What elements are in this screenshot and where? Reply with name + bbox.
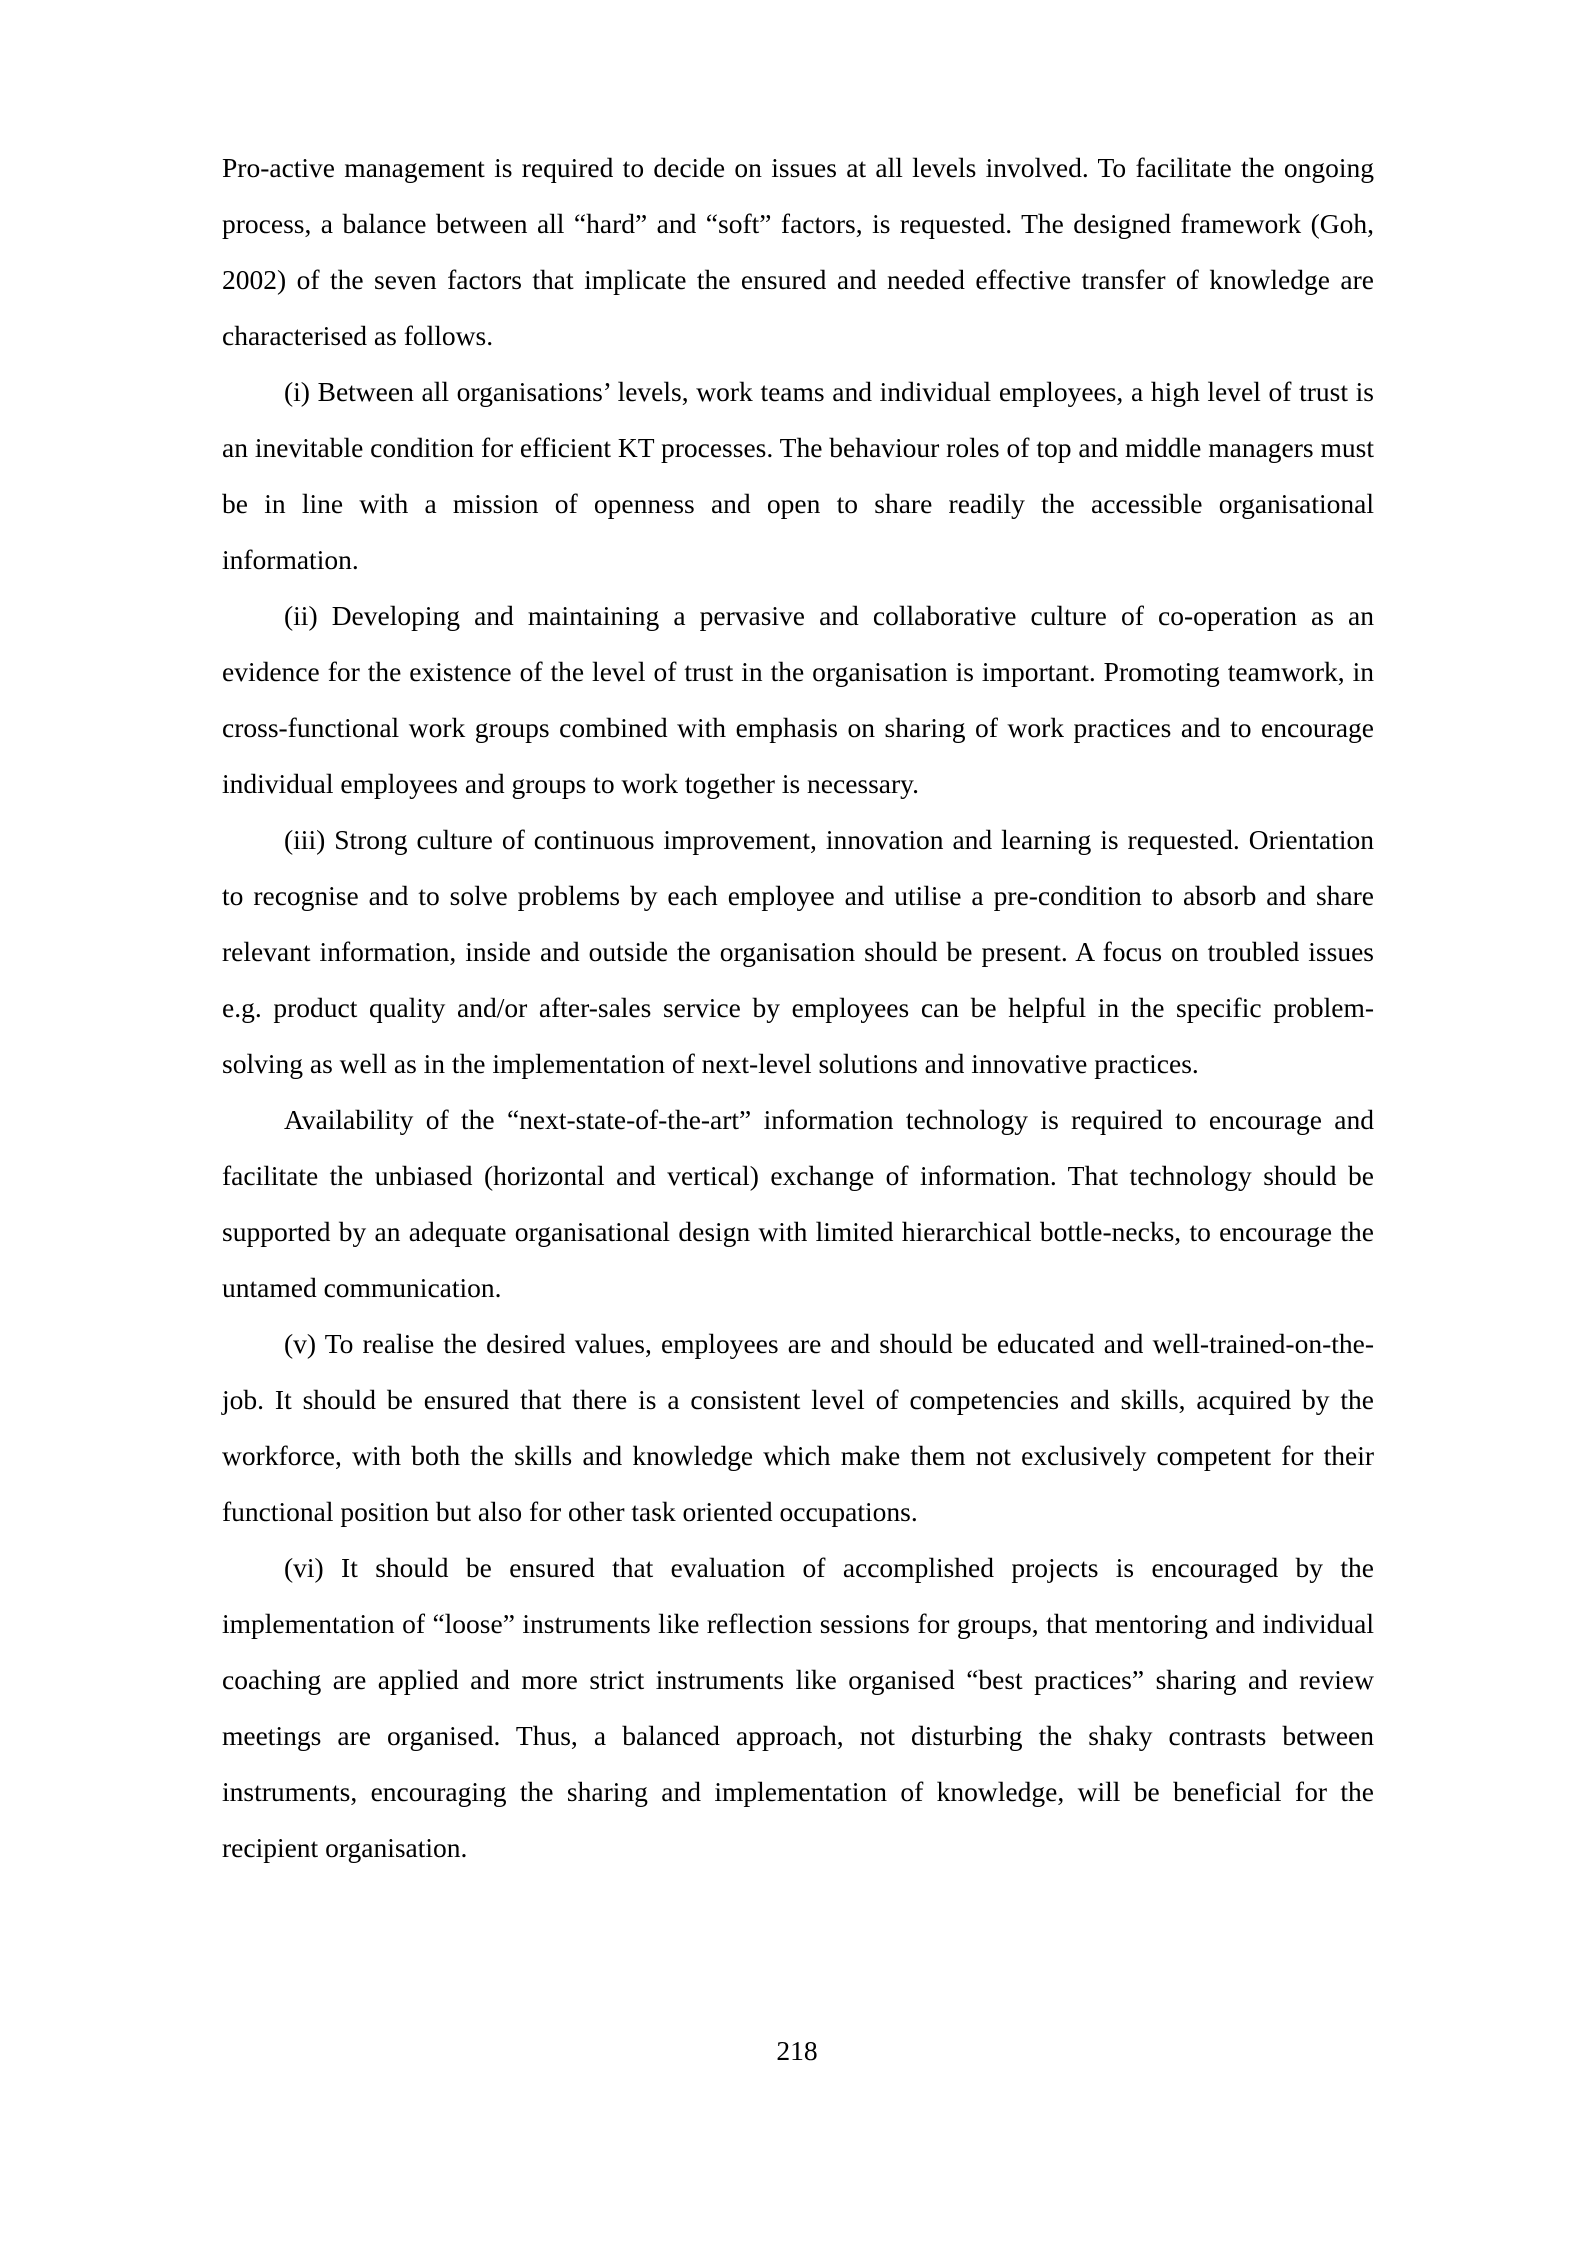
paragraph-intro: Pro-active management is required to decide on issues at all levels involved. To facilitate the ongoing process, a balance between all “hard” and “soft” factors, is requested. The designed framework (Goh, 2002) of the seven factors that implicate the ensured and needed effective transfer of knowledge are characterised as follows. — [222, 152, 1374, 351]
paragraph-item-i: (i) Between all organisations’ levels, work teams and individual employees, a high level of trust is an inevitable condition for efficient KT processes. The behaviour roles of top and middle managers must be in line with a mission of openness and open to share readily the accessible organisational information. — [222, 376, 1374, 575]
paragraph-item-iv: Availability of the “next-state-of-the-art” information technology is required to encourage and facilitate the unbiased (horizontal and vertical) exchange of information. That technology should be supported by an adequate organisational design with limited hierarchical bottle-necks, to encourage the untamed communication. — [222, 1104, 1374, 1303]
paragraph-item-vi: (vi) It should be ensured that evaluation of accomplished projects is encouraged by the implementation of “loose” instruments like reflection sessions for groups, that mentoring and individual coaching are applied and more strict instruments like organised “best practices” sharing and review meetings are organised. Thus, a balanced approach, not disturbing the shaky contrasts between instruments, encouraging the sharing and implementation of knowledge, will be beneficial for the recipient organisation. — [222, 1552, 1374, 1863]
page-number: 218 — [776, 2035, 818, 2066]
paragraph-item-ii: (ii) Developing and maintaining a pervasive and collaborative culture of co-operation as an evidence for the existence of the level of trust in the organisation is important. Promoting teamwork, in cross-functional work groups combined with emphasis on sharing of work practices and to encourage individual employees and groups to work together is necessary. — [222, 600, 1374, 799]
paragraph-item-v: (v) To realise the desired values, employees are and should be educated and well-trained-on-the-job. It should be ensured that there is a consistent level of competencies and skills, acquired by the workforce, with both the skills and knowledge which make them not exclusively competent for their functional position but also for other task oriented occupations. — [222, 1328, 1374, 1527]
page-body — [222, 140, 1374, 1876]
paragraph-item-iii: (iii) Strong culture of continuous improvement, innovation and learning is requested. Orientation to recognise and to solve problems by each employee and utilise a pre-condition to absorb and share relevant information, inside and outside the organisation should be present. A focus on troubled issues e.g. product quality and/or after-sales service by employees can be helpful in the specific problem-solving as well as in the implementation of next-level solutions and innovative practices. — [222, 824, 1374, 1079]
